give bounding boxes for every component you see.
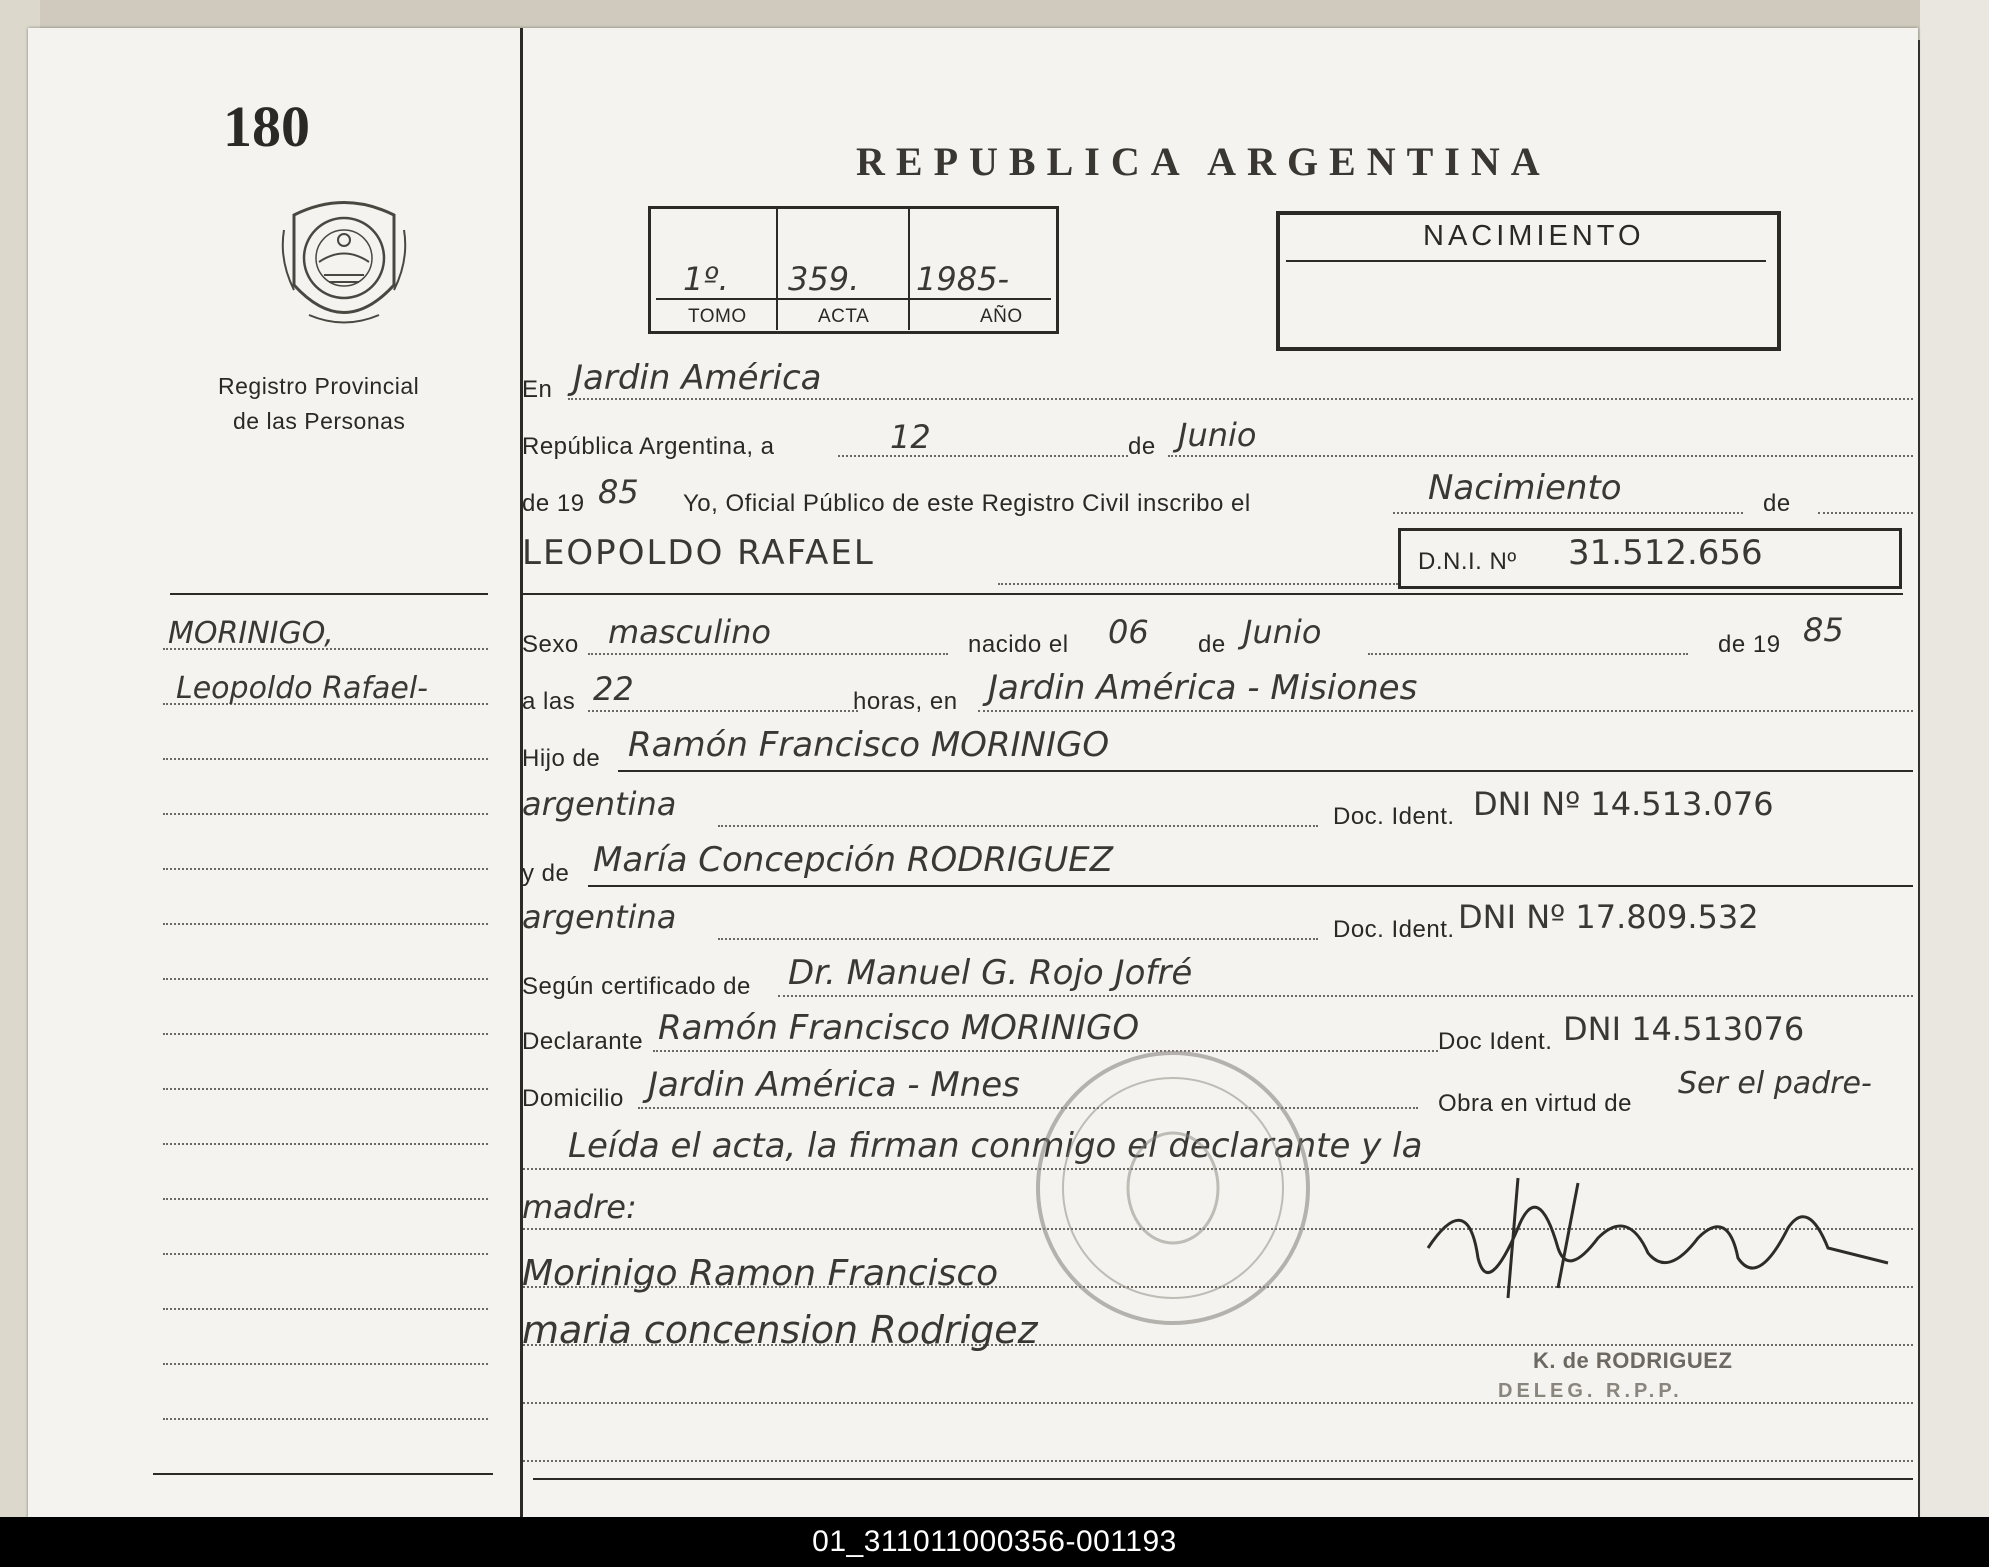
yde-label: y de [522,860,570,887]
child-name: LEOPOLDO RAFAEL [522,533,875,573]
registrar-signature [1408,1168,1908,1308]
background-right [1920,0,1989,1520]
signature-father: Morinigo Ramon Francisco [522,1253,999,1294]
sexo-label: Sexo [522,631,579,658]
padre-nacionalidad: argentina [522,785,677,823]
segun-label: Según certificado de [522,973,751,1000]
declarante-value: Ramón Francisco MORINIGO [658,1008,1140,1048]
doc1-value: DNI Nº 14.513.076 [1473,785,1774,823]
form-line [1393,512,1743,514]
document-page [28,28,1918,1518]
form-line [718,825,1318,827]
nacido-year: 85 [1803,611,1844,649]
form-line [1368,653,1688,655]
name-section-rule [523,593,1903,595]
domicilio-value: Jardin América - Mnes [648,1065,1020,1105]
nacido-year-prefix: de 19 [1718,631,1781,658]
madre-value: María Concepción RODRIGUEZ [593,840,1114,880]
form-line [998,583,1398,585]
record-type: NACIMIENTO [1423,220,1645,252]
page-number: 180 [223,94,310,159]
margin-line [163,1418,488,1420]
margin-line [163,868,488,870]
nacido-month: Junio [1243,613,1322,651]
stamp-name: K. de RODRIGUEZ [1533,1348,1733,1373]
margin-line [163,923,488,925]
alas-label: a las [522,688,576,715]
doc3-value: DNI 14.513076 [1563,1010,1805,1048]
column-divider [520,28,523,1518]
image-id-footer: 01_311011000356-001193 [0,1517,1989,1567]
margin-line [163,1198,488,1200]
form-line [1168,455,1913,457]
signature-mother: maria concension Rodrigez [522,1308,1038,1352]
nacido-day: 06 [1108,613,1149,651]
lugar-value: Jardin América - Misiones [988,668,1418,708]
inscribo-value: Nacimiento [1428,468,1622,508]
padre-value: Ramón Francisco MORINIGO [628,725,1110,765]
margin-line [163,1143,488,1145]
form-line [523,1460,1913,1462]
doc2-value: DNI Nº 17.809.532 [1458,898,1759,936]
horas-label: horas, en [853,688,958,715]
year-prefix: de 19 [522,490,585,517]
form-line [523,1402,1913,1404]
margin-line [163,813,488,815]
book-cell-divider [776,208,778,330]
republica-label: República Argentina, a [522,433,775,460]
segun-value: Dr. Manuel G. Rojo Jofré [788,953,1193,993]
nacido-de: de [1198,631,1226,658]
margin-given-names: Leopoldo Rafael- [176,671,428,706]
de-label-2: de [1763,490,1791,517]
form-line [588,710,858,712]
registry-line2: de las Personas [233,408,406,434]
margin-bottom-rule [153,1473,493,1475]
text-line-2: madre: [522,1188,637,1226]
book-cell-divider [908,208,910,330]
en-label: En [522,376,553,403]
doc1-label: Doc. Ident. [1333,803,1455,830]
text-line-1: Leída el acta, la firman conmigo el declarante y la [568,1126,1423,1166]
margin-line [163,1363,488,1365]
margin-line [163,1308,488,1310]
province-seal-icon [274,190,414,340]
alas-value: 22 [593,670,634,708]
yo-text: Yo, Oficial Público de este Registro Civil inscribo el [683,490,1251,517]
margin-line [163,1253,488,1255]
day-value: 12 [890,418,931,456]
madre-nacionalidad: argentina [522,898,677,936]
tomo-value: 1º. [683,260,729,298]
form-line-solid [618,770,1913,772]
margin-line [163,1033,488,1035]
margin-line [163,758,488,760]
hijo-label: Hijo de [522,745,601,772]
form-line [568,398,1913,400]
stamp-role: DELEG. R.P.P. [1498,1380,1683,1402]
domicilio-label: Domicilio [522,1085,624,1112]
de-label: de [1128,433,1156,460]
year-value: 85 [598,473,639,511]
form-line [1818,512,1913,514]
margin-line [163,1088,488,1090]
declarante-label: Declarante [522,1028,644,1055]
registry-line1: Registro Provincial [218,373,420,399]
form-bottom-rule [533,1478,1913,1480]
obra-label: Obra en virtud de [1438,1090,1632,1117]
record-type-rule [1286,260,1766,262]
margin-surname: MORINIGO, [168,616,334,651]
form-line [718,938,1318,940]
anio-value: 1985- [916,260,1009,298]
doc3-label: Doc Ident. [1438,1028,1553,1055]
book-value-rule [656,298,1051,300]
doc2-label: Doc. Ident. [1333,916,1455,943]
form-line-solid [588,885,1913,887]
dni-value: 31.512.656 [1568,533,1763,573]
official-seal-stamp [1028,1038,1318,1338]
en-value: Jardin América [573,358,822,398]
obra-value: Ser el padre- [1678,1066,1872,1101]
month-value: Junio [1178,416,1257,454]
form-line [978,710,1913,712]
tomo-label: TOMO [688,306,747,327]
nacido-label: nacido el [968,631,1069,658]
sexo-value: masculino [608,613,771,651]
margin-line [163,978,488,980]
dni-label: D.N.I. Nº [1418,548,1517,575]
form-line [588,653,948,655]
form-line [778,995,1913,997]
acta-label: ACTA [818,306,870,327]
margin-top-rule [170,593,488,595]
anio-label: AÑO [980,306,1023,327]
acta-value: 359. [788,260,860,298]
country-title: REPUBLICA ARGENTINA [856,139,1551,184]
form-line [838,455,1128,457]
